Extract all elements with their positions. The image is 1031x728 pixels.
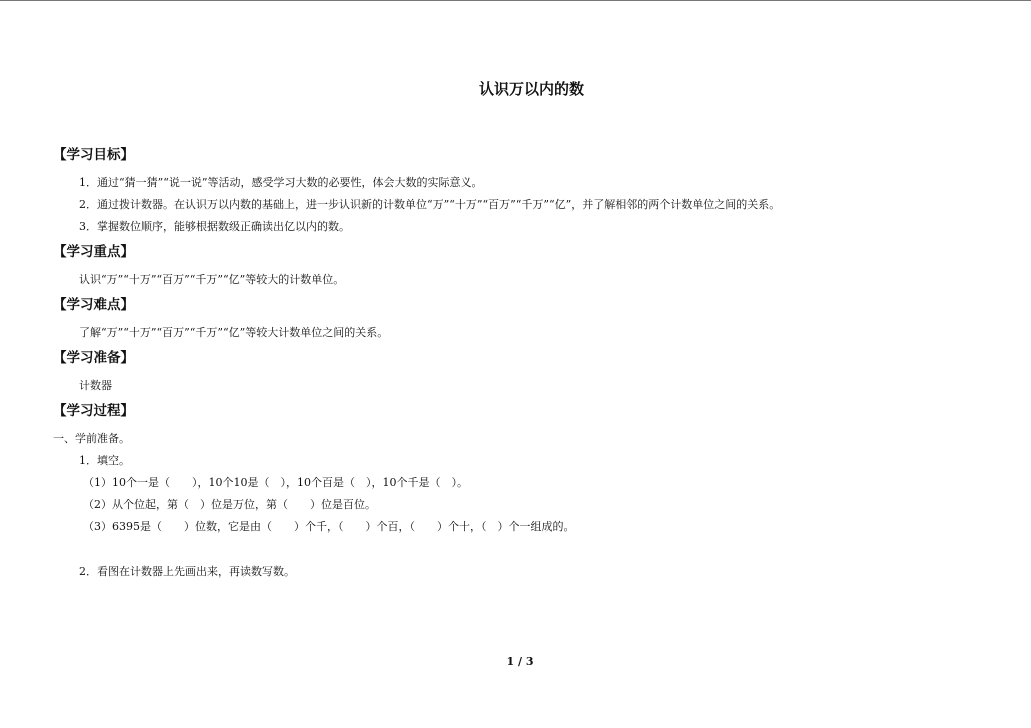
question-2-title: 2．看图在计数器上先画出来，再读数写数。	[79, 565, 295, 578]
key-points-heading: 【学习重点】	[53, 244, 134, 260]
difficulty-text: 了解“万”“十万”“百万”“千万”“亿”等较大计数单位之间的关系。	[79, 326, 389, 339]
difficulty-heading: 【学习难点】	[53, 297, 134, 313]
page-top-border	[0, 0, 1031, 1]
question-1-item-1: （1）10个一是（ ），10个10是（ ），10个百是（ ），10个千是（ ）。	[83, 476, 468, 489]
question-1-item-2: （2）从个位起，第（ ）位是万位，第（ ）位是百位。	[83, 498, 376, 511]
question-1-title: 1．填空。	[79, 454, 130, 467]
goal-item-3: 3．掌握数位顺序，能够根据数级正确读出亿以内的数。	[79, 220, 350, 233]
goal-item-2: 2．通过拨计数器。在认识万以内数的基础上，进一步认识新的计数单位“万”“十万”“百万”“千万”“亿”，并了解相邻的两个计数单位之间的关系。	[79, 198, 781, 211]
process-part-1: 一、学前准备。	[53, 432, 130, 445]
page-indicator: 1 / 3	[506, 655, 534, 668]
process-heading: 【学习过程】	[53, 403, 134, 419]
preparation-text: 计数器	[79, 379, 112, 392]
question-1-item-3: （3）6395是（ ）位数，它是由（ ）个千，（ ）个百，（ ）个十，（ ）个一组成的。	[83, 520, 575, 533]
goals-heading: 【学习目标】	[53, 147, 134, 163]
goal-item-1: 1．通过“猜一猜”“说一说”等活动，感受学习大数的必要性，体会大数的实际意义。	[79, 176, 483, 189]
key-points-text: 认识“万”“十万”“百万”“千万”“亿”等较大的计数单位。	[79, 273, 345, 286]
document-title: 认识万以内的数	[478, 80, 584, 98]
preparation-heading: 【学习准备】	[53, 350, 134, 366]
